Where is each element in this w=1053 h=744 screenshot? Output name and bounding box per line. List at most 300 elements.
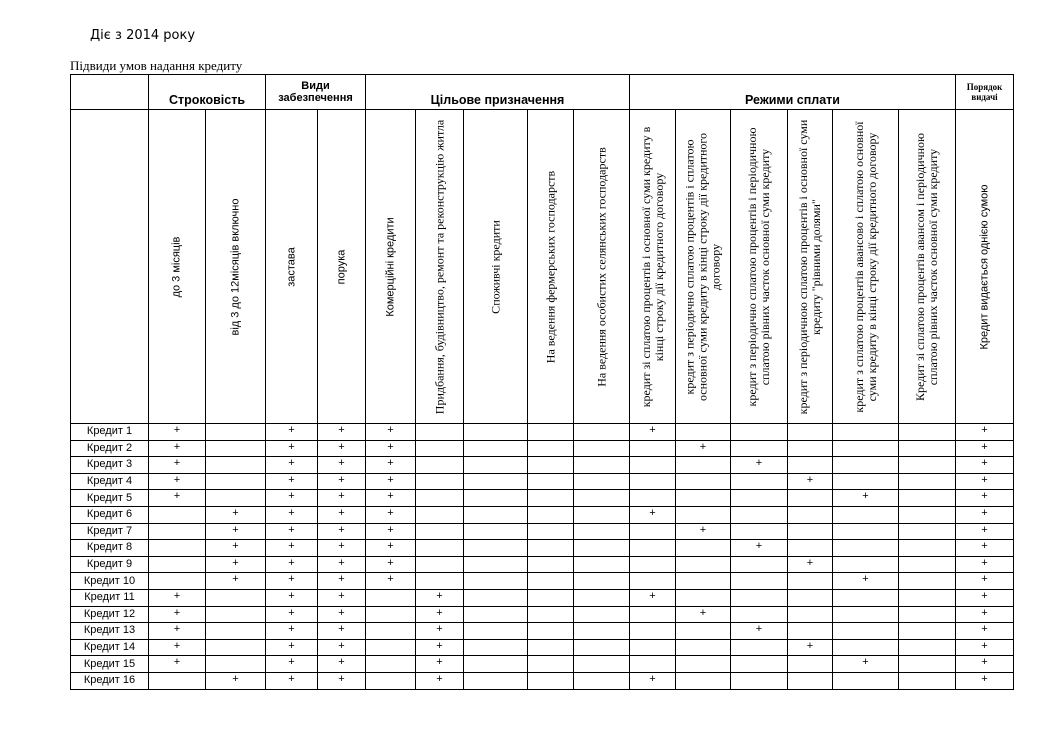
table-cell: [676, 457, 731, 474]
table-cell: [574, 606, 630, 623]
column-header-11: [731, 110, 788, 424]
table-cell: [206, 589, 266, 606]
plus-mark: +: [149, 656, 206, 673]
plus-mark: +: [956, 672, 1014, 689]
table-row: [71, 506, 1014, 523]
table-row: [71, 490, 1014, 507]
plus-mark: +: [318, 506, 366, 523]
plus-mark: +: [788, 473, 833, 490]
table-cell: [366, 639, 416, 656]
table-cell: [731, 556, 788, 573]
plus-mark: +: [731, 457, 788, 474]
table-cell: [528, 440, 574, 457]
row-label: Кредит 3: [71, 457, 149, 474]
table-cell: [833, 540, 899, 557]
table-cell: [528, 672, 574, 689]
plus-mark: +: [956, 457, 1014, 474]
plus-mark: +: [318, 672, 366, 689]
table-cell: [149, 523, 206, 540]
table-row: [71, 473, 1014, 490]
table-cell: [630, 490, 676, 507]
table-cell: [899, 672, 956, 689]
table-row: [71, 672, 1014, 689]
plus-mark: +: [366, 490, 416, 507]
table-cell: [528, 540, 574, 557]
table-cell: [528, 623, 574, 640]
table-cell: [528, 656, 574, 673]
table-row: [71, 424, 1014, 441]
plus-mark: +: [366, 556, 416, 573]
table-cell: [630, 656, 676, 673]
plus-mark: +: [956, 589, 1014, 606]
table-cell: [899, 440, 956, 457]
plus-mark: +: [630, 424, 676, 441]
column-header-label: до 3 місяців: [170, 236, 183, 297]
plus-mark: +: [318, 623, 366, 640]
table-cell: [899, 556, 956, 573]
plus-mark: +: [833, 490, 899, 507]
table-cell: [149, 672, 206, 689]
group-security-header: Види забезпечення: [266, 75, 366, 110]
table-cell: [788, 672, 833, 689]
table-cell: [833, 506, 899, 523]
table-cell: [731, 606, 788, 623]
table-cell: [574, 490, 630, 507]
table-cell: [899, 540, 956, 557]
table-cell: [676, 506, 731, 523]
table-cell: [464, 639, 528, 656]
column-header-label: Комерційні кредити: [384, 216, 396, 317]
group-payment-header: Режими сплати: [630, 75, 956, 110]
table-cell: [731, 672, 788, 689]
plus-mark: +: [318, 457, 366, 474]
column-header-label: кредит з періодично сплатою процентів і сплатою основної суми кредиту в кінці строку дії кредитного договору: [682, 132, 723, 401]
table-cell: [731, 589, 788, 606]
table-cell: [206, 639, 266, 656]
plus-mark: +: [266, 506, 318, 523]
column-header-6: [464, 110, 528, 424]
table-cell: [731, 440, 788, 457]
plus-mark: +: [318, 523, 366, 540]
table-cell: [676, 540, 731, 557]
plus-mark: +: [366, 506, 416, 523]
table-cell: [464, 440, 528, 457]
table-cell: [833, 523, 899, 540]
plus-mark: +: [318, 556, 366, 573]
table-cell: [676, 490, 731, 507]
table-cell: [899, 506, 956, 523]
plus-mark: +: [318, 606, 366, 623]
table-cell: [899, 573, 956, 590]
table-subtitle: Підвиди умов надання кредиту: [70, 58, 243, 73]
column-header-1: [206, 110, 266, 424]
table-cell: [788, 606, 833, 623]
plus-mark: +: [956, 424, 1014, 441]
table-row: [71, 589, 1014, 606]
column-header-label: Споживчі кредити: [488, 219, 502, 314]
table-cell: [788, 573, 833, 590]
plus-mark: +: [956, 639, 1014, 656]
column-header-label: застава: [285, 246, 297, 287]
table-cell: [630, 473, 676, 490]
column-header-2: [266, 110, 318, 424]
plus-mark: +: [266, 473, 318, 490]
table-cell: [676, 556, 731, 573]
table-cell: [149, 540, 206, 557]
plus-mark: +: [266, 440, 318, 457]
plus-mark: +: [956, 440, 1014, 457]
table-cell: [206, 457, 266, 474]
column-header-5: [416, 110, 464, 424]
plus-mark: +: [266, 672, 318, 689]
plus-mark: +: [266, 656, 318, 673]
plus-mark: +: [366, 540, 416, 557]
table-cell: [574, 556, 630, 573]
row-label: Кредит 2: [71, 440, 149, 457]
column-header-7: [528, 110, 574, 424]
table-cell: [416, 523, 464, 540]
table-cell: [574, 457, 630, 474]
table-cell: [731, 523, 788, 540]
row-label: Кредит 16: [71, 672, 149, 689]
table-cell: [366, 623, 416, 640]
table-cell: [899, 490, 956, 507]
plus-mark: +: [676, 440, 731, 457]
plus-mark: +: [266, 639, 318, 656]
plus-mark: +: [266, 424, 318, 441]
table-cell: [676, 656, 731, 673]
table-cell: [528, 589, 574, 606]
table-cell: [899, 457, 956, 474]
column-header-label: порука: [335, 249, 347, 284]
table-cell: [833, 623, 899, 640]
table-cell: [528, 556, 574, 573]
plus-mark: +: [956, 623, 1014, 640]
table-cell: [416, 556, 464, 573]
row-label: Кредит 15: [71, 656, 149, 673]
table-cell: [574, 523, 630, 540]
table-cell: [731, 656, 788, 673]
plus-mark: +: [630, 506, 676, 523]
row-label-header: [71, 110, 149, 424]
plus-mark: +: [149, 457, 206, 474]
table-row: [71, 457, 1014, 474]
table-cell: [676, 639, 731, 656]
table-cell: [574, 623, 630, 640]
plus-mark: +: [206, 573, 266, 590]
plus-mark: +: [318, 424, 366, 441]
table-row: [71, 639, 1014, 656]
plus-mark: +: [149, 589, 206, 606]
table-cell: [464, 506, 528, 523]
table-cell: [833, 606, 899, 623]
table-cell: [206, 490, 266, 507]
table-cell: [833, 457, 899, 474]
table-cell: [206, 473, 266, 490]
plus-mark: +: [149, 606, 206, 623]
table-cell: [676, 573, 731, 590]
table-cell: [206, 656, 266, 673]
plus-mark: +: [206, 672, 266, 689]
column-header-label: На ведення особистих селянських господарств: [594, 146, 608, 387]
plus-mark: +: [266, 606, 318, 623]
column-header-label: Кредит зі сплатою процентів авансом і періодичною сплатою рівних часток основної суми кредиту: [913, 132, 940, 401]
plus-mark: +: [956, 556, 1014, 573]
plus-mark: +: [206, 506, 266, 523]
plus-mark: +: [366, 457, 416, 474]
table-cell: [366, 589, 416, 606]
plus-mark: +: [149, 623, 206, 640]
table-cell: [416, 573, 464, 590]
table-cell: [464, 556, 528, 573]
column-header-row: [71, 110, 1014, 424]
plus-mark: +: [318, 656, 366, 673]
plus-mark: +: [833, 656, 899, 673]
table-cell: [833, 440, 899, 457]
plus-mark: +: [266, 490, 318, 507]
table-cell: [206, 424, 266, 441]
table-cell: [574, 573, 630, 590]
plus-mark: +: [149, 424, 206, 441]
column-header-4: [366, 110, 416, 424]
table-cell: [788, 457, 833, 474]
table-cell: [630, 440, 676, 457]
table-cell: [731, 573, 788, 590]
credit-conditions-table: [70, 74, 1014, 690]
table-cell: [676, 589, 731, 606]
group-purpose-header: Цільове призначення: [366, 75, 630, 110]
plus-mark: +: [266, 523, 318, 540]
plus-mark: +: [266, 623, 318, 640]
plus-mark: +: [416, 589, 464, 606]
table-cell: [899, 656, 956, 673]
plus-mark: +: [956, 523, 1014, 540]
row-label: Кредит 13: [71, 623, 149, 640]
plus-mark: +: [416, 672, 464, 689]
plus-mark: +: [318, 639, 366, 656]
plus-mark: +: [956, 540, 1014, 557]
table-cell: [416, 440, 464, 457]
row-label: Кредит 12: [71, 606, 149, 623]
plus-mark: +: [366, 440, 416, 457]
table-cell: [464, 606, 528, 623]
group-header-row: [71, 75, 1014, 110]
plus-mark: +: [676, 606, 731, 623]
group-term-header: Строковість: [149, 75, 266, 110]
table-cell: [676, 623, 731, 640]
column-header-10: [676, 110, 731, 424]
plus-mark: +: [366, 473, 416, 490]
table-cell: [464, 457, 528, 474]
plus-mark: +: [366, 523, 416, 540]
table-cell: [788, 656, 833, 673]
column-header-label: кредит зі сплатою процентів і основної суми кредиту в кінці строку дії кредитного договору: [638, 126, 666, 407]
table-cell: [416, 424, 464, 441]
column-header-label: Придбання, будівництво, ремонт та реконструкцію житла: [432, 119, 446, 414]
table-cell: [366, 656, 416, 673]
plus-mark: +: [318, 573, 366, 590]
table-cell: [528, 639, 574, 656]
table-cell: [899, 623, 956, 640]
table-cell: [630, 606, 676, 623]
table-cell: [788, 623, 833, 640]
table-cell: [464, 623, 528, 640]
table-cell: [574, 639, 630, 656]
row-label: Кредит 6: [71, 506, 149, 523]
row-label: Кредит 4: [71, 473, 149, 490]
table-cell: [464, 490, 528, 507]
plus-mark: +: [318, 473, 366, 490]
table-cell: [833, 424, 899, 441]
column-header-14: [899, 110, 956, 424]
table-cell: [731, 424, 788, 441]
table-cell: [833, 556, 899, 573]
table-cell: [899, 606, 956, 623]
table-cell: [206, 623, 266, 640]
table-cell: [464, 656, 528, 673]
column-header-label: На ведення фермерських господарств: [543, 170, 557, 363]
table-cell: [630, 556, 676, 573]
table-cell: [899, 473, 956, 490]
column-header-15: [956, 110, 1014, 424]
plus-mark: +: [366, 424, 416, 441]
plus-mark: +: [206, 523, 266, 540]
row-label: Кредит 11: [71, 589, 149, 606]
table-cell: [464, 672, 528, 689]
plus-mark: +: [956, 606, 1014, 623]
row-label: Кредит 1: [71, 424, 149, 441]
plus-mark: +: [731, 540, 788, 557]
column-header-8: [574, 110, 630, 424]
table-cell: [206, 440, 266, 457]
table-cell: [464, 540, 528, 557]
table-cell: [528, 606, 574, 623]
plus-mark: +: [956, 573, 1014, 590]
table-row: [71, 573, 1014, 590]
table-cell: [574, 589, 630, 606]
plus-mark: +: [266, 573, 318, 590]
plus-mark: +: [956, 656, 1014, 673]
column-header-label: кредит з сплатою процентів авансово і сплатою основної суми кредиту в кінці строку дії кредитного договору: [851, 120, 879, 413]
table-cell: [788, 424, 833, 441]
effective-date-note: Діє з 2014 року: [90, 28, 196, 43]
plus-mark: +: [206, 540, 266, 557]
table-cell: [731, 639, 788, 656]
table-cell: [464, 424, 528, 441]
table-cell: [788, 523, 833, 540]
column-header-3: [318, 110, 366, 424]
plus-mark: +: [630, 589, 676, 606]
row-label: Кредит 14: [71, 639, 149, 656]
plus-mark: +: [416, 623, 464, 640]
table-cell: [788, 506, 833, 523]
plus-mark: +: [318, 540, 366, 557]
column-header-12: [788, 110, 833, 424]
table-cell: [788, 540, 833, 557]
table-cell: [464, 589, 528, 606]
table-cell: [464, 473, 528, 490]
table-row: [71, 440, 1014, 457]
table-cell: [731, 506, 788, 523]
table-cell: [833, 473, 899, 490]
column-header-label: від 3 до 12місяців включно: [229, 198, 241, 336]
table-row: [71, 540, 1014, 557]
table-cell: [416, 540, 464, 557]
column-header-13: [833, 110, 899, 424]
table-cell: [149, 556, 206, 573]
table-cell: [416, 506, 464, 523]
row-label: Кредит 5: [71, 490, 149, 507]
table-cell: [788, 589, 833, 606]
plus-mark: +: [318, 589, 366, 606]
table-cell: [149, 573, 206, 590]
plus-mark: +: [318, 490, 366, 507]
plus-mark: +: [676, 523, 731, 540]
table-row: [71, 523, 1014, 540]
table-cell: [416, 457, 464, 474]
plus-mark: +: [149, 639, 206, 656]
plus-mark: +: [416, 656, 464, 673]
plus-mark: +: [416, 606, 464, 623]
column-header-9: [630, 110, 676, 424]
row-label: Кредит 9: [71, 556, 149, 573]
plus-mark: +: [149, 440, 206, 457]
table-cell: [574, 506, 630, 523]
plus-mark: +: [266, 457, 318, 474]
column-header-label: Кредит видається однією сумою: [978, 183, 990, 350]
plus-mark: +: [833, 573, 899, 590]
table-row: [71, 656, 1014, 673]
table-cell: [366, 606, 416, 623]
table-cell: [731, 473, 788, 490]
table-cell: [528, 573, 574, 590]
plus-mark: +: [266, 589, 318, 606]
row-label: Кредит 8: [71, 540, 149, 557]
table-cell: [528, 523, 574, 540]
plus-mark: +: [149, 490, 206, 507]
table-cell: [528, 473, 574, 490]
table-cell: [833, 639, 899, 656]
plus-mark: +: [731, 623, 788, 640]
table-cell: [630, 639, 676, 656]
row-label: Кредит 10: [71, 573, 149, 590]
table-cell: [630, 540, 676, 557]
table-cell: [630, 523, 676, 540]
table-cell: [676, 473, 731, 490]
table-cell: [574, 540, 630, 557]
plus-mark: +: [318, 440, 366, 457]
table-row: [71, 556, 1014, 573]
table-cell: [149, 506, 206, 523]
table-cell: [731, 490, 788, 507]
plus-mark: +: [788, 639, 833, 656]
table-cell: [206, 606, 266, 623]
corner-cell: [71, 75, 149, 110]
plus-mark: +: [956, 473, 1014, 490]
plus-mark: +: [206, 556, 266, 573]
plus-mark: +: [630, 672, 676, 689]
column-header-label: кредит з періодично сплатою процентів і періодичною сплатою рівних часток основної суми кредиту: [745, 127, 772, 406]
table-cell: [630, 623, 676, 640]
table-cell: [574, 440, 630, 457]
table-cell: [574, 672, 630, 689]
table-cell: [528, 457, 574, 474]
table-cell: [464, 573, 528, 590]
table-cell: [574, 424, 630, 441]
table-cell: [899, 424, 956, 441]
table-cell: [676, 424, 731, 441]
row-label: Кредит 7: [71, 523, 149, 540]
